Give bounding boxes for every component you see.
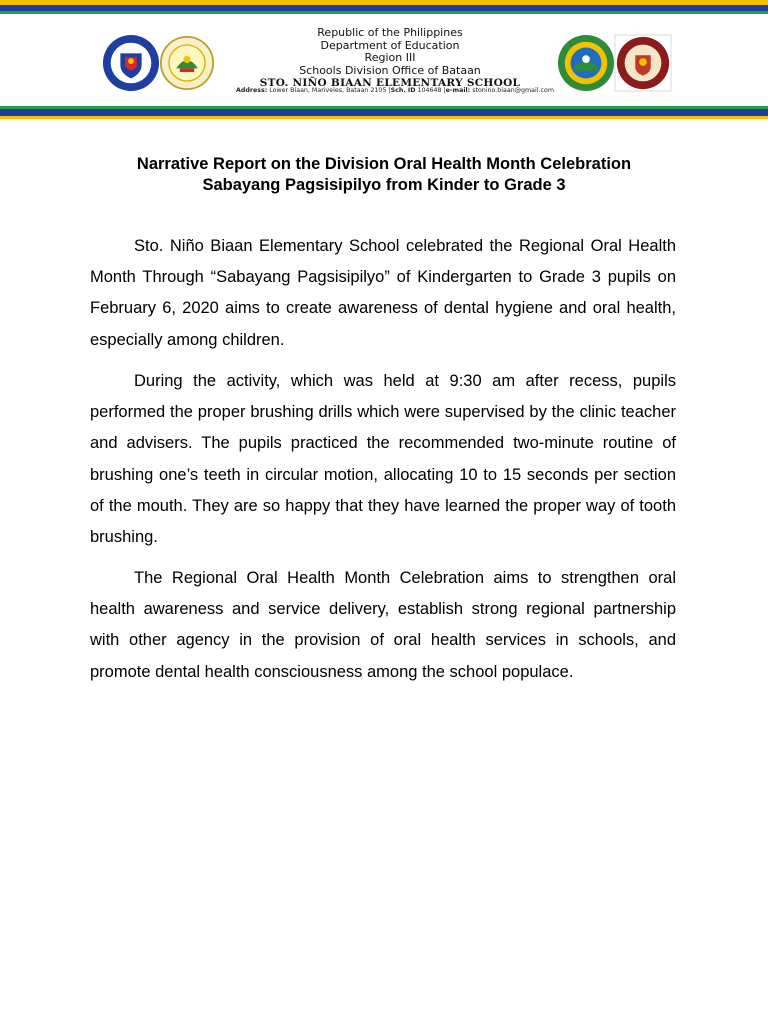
- address-line: [236, 87, 554, 95]
- division-line: Schools Division Office of Bataan: [299, 63, 481, 77]
- email-label: e-mail:: [445, 87, 471, 94]
- school-id-value: 104648 |: [415, 87, 446, 94]
- department-line: Department of Education: [320, 38, 460, 52]
- address-label: Address:: [236, 87, 268, 94]
- paragraph-2: During the activity, which was held at 9:30 am after recess, pupils performed the proper brushing drills which were supervised by the clinic teacher and advisers. The pupils practiced the recommended two-minute routine of brushing one’s teeth in circular motion, allocating 10 to 15 seconds per section of the mouth. They are so happy that they have learned the proper way of tooth brushing.: [90, 372, 676, 547]
- report-title-line-1: Narrative Report on the Division Oral Health Month Celebration: [136, 155, 632, 173]
- report-title: [70, 154, 698, 196]
- division-seal-icon: [557, 34, 615, 92]
- deped-bataan-logo-icon: [160, 36, 214, 90]
- republic-line: Republic of the Philippines: [317, 26, 463, 39]
- bottom-blue-stripe: [0, 109, 768, 116]
- letterhead: [0, 0, 768, 120]
- paragraph-3: The Regional Oral Health Month Celebration aims to strengthen oral health awareness and service delivery, establish strong regional partnership with other agency in the provision of oral health services in schools, and promote dental health consciousness among the school populace.: [90, 569, 676, 681]
- address-value: Lower Biaan, Mariveles, Bataan 2105 |: [267, 87, 391, 94]
- region-line: Region III: [364, 51, 416, 64]
- email-value: stonino.biaan@gmail.com: [470, 87, 554, 94]
- paragraph-1: Sto. Niño Biaan Elementary School celebrated the Regional Oral Health Month Through “Sabayang Pagsisipilyo” of Kindergarten to Grade 3 pupils on February 6, 2020 aims to create awareness of dental hygiene and oral health, especially among children.: [90, 237, 676, 349]
- school-name: STO. NIÑO BIAAN ELEMENTARY SCHOOL: [259, 77, 521, 89]
- bottom-yellow-stripe: [0, 116, 768, 119]
- school-seal-icon: [614, 34, 672, 92]
- school-id-label: Sch. ID: [390, 87, 416, 94]
- report-title-line-2: Sabayang Pagsisipilyo from Kinder to Grade 3: [202, 176, 566, 194]
- deped-seal-icon: [102, 34, 160, 92]
- top-green-stripe: [0, 11, 768, 14]
- letterhead-text: [230, 27, 550, 90]
